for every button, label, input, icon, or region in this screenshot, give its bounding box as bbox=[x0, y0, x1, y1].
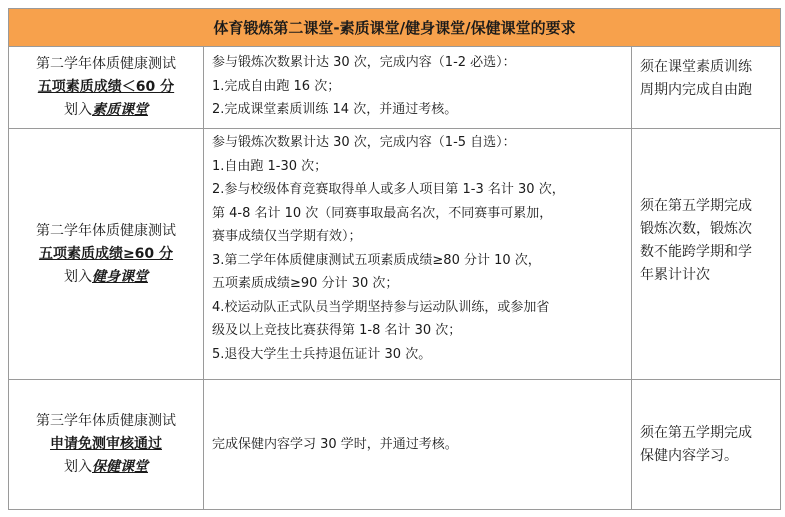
assign-prefix: 划入 bbox=[64, 268, 92, 285]
class-type: 素质课堂 bbox=[92, 101, 148, 118]
condition-line: 第二学年体质健康测试 bbox=[36, 222, 176, 239]
content-line: 参与锻炼次数累计达 30 次，完成内容（1-2 必选）： bbox=[212, 55, 516, 70]
note-line: 周期内完成自由跑 bbox=[640, 82, 752, 98]
content-line: 1.自由跑 1-30 次； bbox=[212, 158, 328, 174]
note-line: 数不能跨学期和学 bbox=[640, 244, 752, 260]
content-line: 2.完成课堂素质训练 14 次，并通过考核。 bbox=[212, 102, 458, 117]
row-condition-cell bbox=[9, 129, 204, 379]
content-line: 5.退役大学生士兵持退伍证计 30 次。 bbox=[212, 346, 432, 362]
row-condition-cell bbox=[9, 380, 204, 509]
condition-score: 申请免测审核通过 bbox=[50, 436, 162, 452]
table-row-quality-class bbox=[9, 46, 780, 129]
assign-prefix: 划入 bbox=[64, 459, 92, 475]
content-line: 第 4-8 名计 10 次（同赛事取最高名次，不同赛事可累加， bbox=[212, 205, 553, 221]
content-line: 3.第二学年体质健康测试五项素质成绩≥80 分计 10 次， bbox=[212, 252, 541, 268]
content-line: 五项素质成绩≥90 分计 30 次； bbox=[212, 276, 399, 291]
note-line: 保健内容学习。 bbox=[640, 447, 738, 464]
note-line: 须在第五学期完成 bbox=[640, 424, 752, 441]
requirements-table bbox=[8, 8, 781, 510]
condition-score: 五项素质成绩＜60 分 bbox=[37, 78, 175, 95]
table-title: 体育锻炼第二课堂-素质课堂/健身课堂/保健课堂的要求 bbox=[213, 19, 576, 37]
condition-line: 第二学年体质健康测试 bbox=[36, 55, 176, 72]
condition-line: 第三学年体质健康测试 bbox=[36, 413, 176, 429]
condition-score: 五项素质成绩≥60 分 bbox=[38, 245, 174, 262]
content-line: 4.校运动队正式队员当学期坚持参与运动队训练，或参加省 bbox=[212, 299, 550, 315]
row-condition-cell bbox=[9, 46, 204, 128]
table-header bbox=[9, 9, 780, 47]
note-line: 锻炼次数，锻炼次 bbox=[640, 221, 752, 237]
row-note-cell bbox=[632, 129, 780, 379]
note-line: 须在课堂素质训练 bbox=[640, 59, 752, 75]
content-line: 1.完成自由跑 16 次； bbox=[212, 78, 341, 94]
table-row-health-class bbox=[9, 380, 780, 509]
condition-assign bbox=[64, 99, 148, 122]
note-line: 年累计计次 bbox=[640, 267, 710, 283]
table-row-fitness-class bbox=[9, 129, 780, 380]
content-line: 级及以上竞技比赛获得第 1-8 名计 30 次； bbox=[212, 323, 462, 338]
content-line: 参与锻炼次数累计达 30 次，完成内容（1-5 自选）： bbox=[212, 135, 516, 150]
row-content-cell bbox=[204, 129, 632, 379]
content-line: 完成保健内容学习 30 学时，并通过考核。 bbox=[212, 436, 458, 452]
class-type: 健身课堂 bbox=[92, 268, 148, 285]
assign-prefix: 划入 bbox=[64, 101, 92, 118]
row-note-cell bbox=[632, 46, 780, 128]
class-type: 保健课堂 bbox=[92, 459, 148, 475]
condition-assign bbox=[64, 266, 148, 289]
row-content-cell bbox=[204, 46, 632, 128]
row-note-cell bbox=[632, 380, 780, 509]
condition-assign bbox=[64, 456, 148, 479]
content-line: 赛事成绩仅当学期有效）； bbox=[212, 229, 362, 244]
note-line: 须在第五学期完成 bbox=[640, 198, 752, 214]
row-content-cell bbox=[204, 380, 632, 509]
content-line: 2.参与校级体育竞赛取得单人或多人项目第 1-3 名计 30 次， bbox=[212, 182, 565, 197]
